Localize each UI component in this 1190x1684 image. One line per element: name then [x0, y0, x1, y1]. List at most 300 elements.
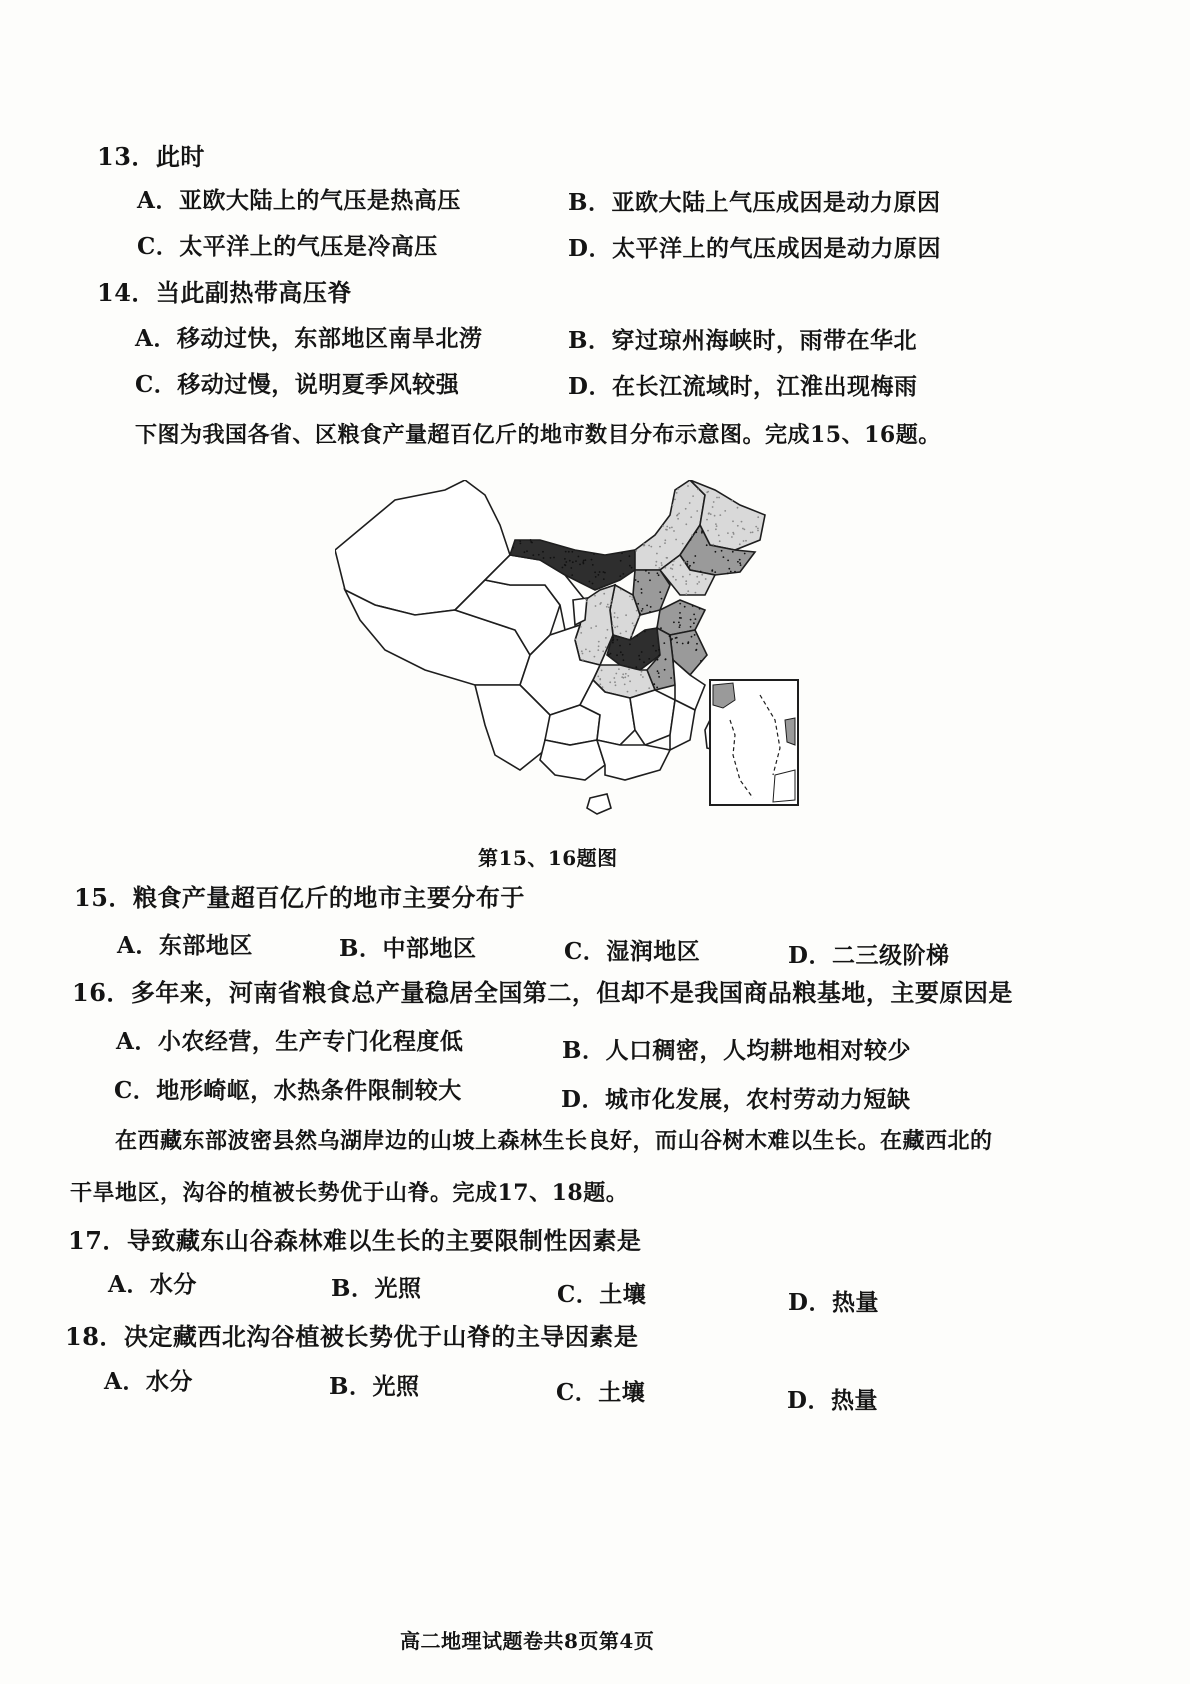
stipple-dot [658, 676, 660, 678]
region-hainan [587, 794, 611, 814]
stipple-dot [592, 583, 594, 585]
stipple-dot [689, 574, 691, 576]
stipple-dot [642, 608, 644, 610]
stipple-dot [614, 681, 616, 683]
q16-option-b: B．人口稠密，人均耕地相对较少 [562, 1037, 911, 1064]
stipple-dot [594, 595, 596, 597]
stipple-dot [752, 531, 754, 533]
q15-option-b: B．中部地区 [339, 935, 477, 962]
stipple-dot [661, 562, 663, 564]
stipple-dot [580, 626, 582, 628]
stipple-dot [698, 581, 700, 583]
stipple-dot [723, 556, 725, 558]
stipple-dot [755, 526, 757, 528]
stipple-dot [574, 638, 576, 640]
stipple-dot [615, 684, 617, 686]
stipple-dot [653, 683, 655, 685]
stipple-dot [532, 554, 534, 556]
stipple-dot [638, 655, 640, 657]
stipple-dot [524, 551, 526, 553]
stipple-dot [694, 634, 696, 636]
stipple-dot [639, 659, 641, 661]
stipple-dot [696, 643, 698, 645]
stipple-dot [571, 551, 573, 553]
stipple-dot [655, 650, 657, 652]
stipple-dot [641, 610, 643, 612]
stipple-dot [610, 600, 612, 602]
q14-option-c: C．移动过慢，说明夏季风较强 [135, 371, 460, 398]
stipple-dot [664, 539, 666, 541]
q16-option-c: C．地形崎岖，水热条件限制较大 [114, 1077, 462, 1104]
stipple-dot [530, 539, 532, 541]
stipple-dot [623, 659, 625, 661]
stipple-dot [659, 591, 661, 593]
stipple-dot [687, 642, 689, 644]
q16-option-d: D．城市化发展，农村劳动力短缺 [561, 1086, 911, 1113]
stipple-dot [638, 616, 640, 618]
stipple-dot [670, 639, 672, 641]
stipple-dot [648, 572, 650, 574]
stipple-dot [595, 576, 597, 578]
intro-17-18-line1: 在西藏东部波密县然乌湖岸边的山坡上森林生长良好，而山谷树木难以生长。在藏西北的 [115, 1128, 993, 1154]
stipple-dot [632, 599, 634, 601]
stipple-dot [565, 551, 567, 553]
stipple-dot [695, 592, 697, 594]
stipple-dot [690, 516, 692, 518]
stipple-dot [680, 617, 682, 619]
stipple-dot [636, 610, 638, 612]
stipple-dot [677, 514, 679, 516]
stipple-dot [701, 532, 703, 534]
stipple-dot [608, 654, 610, 656]
stipple-dot [579, 564, 581, 566]
stipple-dot [661, 564, 663, 566]
stipple-dot [711, 570, 713, 572]
stipple-dot [728, 568, 730, 570]
stipple-dot [624, 676, 626, 678]
stipple-dot [657, 572, 659, 574]
stipple-dot [526, 550, 528, 552]
stipple-dot [578, 556, 580, 558]
stipple-dot [730, 571, 732, 573]
stipple-dot [658, 567, 660, 569]
stipple-dot [671, 527, 673, 529]
stipple-dot [737, 561, 739, 563]
stipple-dot [690, 626, 692, 628]
stipple-dot [632, 622, 634, 624]
stipple-dot [585, 599, 587, 601]
stipple-dot [602, 686, 604, 688]
stipple-dot [599, 683, 601, 685]
stipple-dot [598, 645, 600, 647]
stipple-dot [679, 626, 681, 628]
stipple-dot [708, 513, 710, 515]
stipple-dot [676, 492, 678, 494]
stipple-dot [679, 612, 681, 614]
q18-option-a: A．水分 [104, 1368, 193, 1395]
stipple-dot [512, 547, 514, 549]
stipple-dot [612, 642, 614, 644]
stipple-dot [589, 581, 591, 583]
stipple-dot [688, 566, 690, 568]
stipple-dot [664, 567, 666, 569]
stipple-dot [606, 606, 608, 608]
stipple-dot [705, 578, 707, 580]
q14-option-a: A．移动过快，东部地区南旱北涝 [135, 325, 483, 352]
stipple-dot [620, 633, 622, 635]
q17-stem: 17．导致藏东山谷森林难以生长的主要限制性因素是 [68, 1226, 642, 1255]
stipple-dot [707, 491, 709, 493]
stipple-dot [691, 636, 693, 638]
q17-option-d: D．热量 [788, 1289, 879, 1316]
stipple-dot [682, 543, 684, 545]
stipple-dot [685, 508, 687, 510]
stipple-dot [676, 637, 678, 639]
q14-option-b: B．穿过琼州海峡时，雨带在华北 [568, 327, 917, 354]
stipple-dot [621, 676, 623, 678]
stipple-dot [599, 679, 601, 681]
stipple-dot [695, 531, 697, 533]
stipple-dot [669, 527, 671, 529]
stipple-dot [659, 546, 661, 548]
stipple-dot [600, 602, 602, 604]
stipple-dot [610, 653, 612, 655]
stipple-dot [740, 564, 742, 566]
stipple-dot [690, 539, 692, 541]
stipple-dot [650, 546, 652, 548]
stipple-dot [672, 576, 674, 578]
stipple-dot [519, 540, 521, 542]
stipple-dot [689, 502, 691, 504]
stipple-dot [731, 536, 733, 538]
stipple-dot [715, 551, 717, 553]
stipple-dot [608, 606, 610, 608]
china-grain-map [335, 480, 855, 870]
stipple-dot [673, 621, 675, 623]
stipple-dot [714, 515, 716, 517]
stipple-dot [656, 553, 658, 555]
stipple-dot [715, 528, 717, 530]
stipple-dot [682, 576, 684, 578]
stipple-dot [622, 573, 624, 575]
stipple-dot [657, 659, 659, 661]
stipple-dot [605, 637, 607, 639]
stipple-dot [721, 550, 723, 552]
stipple-dot [637, 581, 639, 583]
stipple-dot [687, 563, 689, 565]
stipple-dot [617, 626, 619, 628]
stipple-dot [694, 555, 696, 557]
q17-option-c: C．土壤 [557, 1281, 647, 1308]
stipple-dot [715, 523, 717, 525]
stipple-dot [690, 619, 692, 621]
stipple-dot [701, 530, 703, 532]
stipple-dot [629, 596, 631, 598]
stipple-dot [627, 691, 629, 693]
q13-option-a: A．亚欧大陆上的气压是热高压 [137, 187, 461, 214]
stipple-dot [744, 529, 746, 531]
stipple-dot [713, 544, 715, 546]
stipple-dot [718, 497, 720, 499]
stipple-dot [601, 670, 603, 672]
stipple-dot [603, 571, 605, 573]
q18-option-c: C．土壤 [556, 1379, 646, 1406]
stipple-dot [737, 507, 739, 509]
stipple-dot [656, 687, 658, 689]
stipple-dot [582, 659, 584, 661]
stipple-dot [732, 520, 734, 522]
stipple-dot [693, 622, 695, 624]
stipple-dot [676, 642, 678, 644]
stipple-dot [564, 564, 566, 566]
stipple-dot [664, 542, 666, 544]
stipple-dot [629, 565, 631, 567]
stipple-dot [616, 639, 618, 641]
stipple-dot [652, 645, 654, 647]
stipple-dot [598, 641, 600, 643]
stipple-dot [680, 564, 682, 566]
stipple-dot [672, 504, 674, 506]
stipple-dot [629, 680, 631, 682]
stipple-dot [692, 495, 694, 497]
stipple-dot [553, 557, 555, 559]
stipple-dot [757, 528, 759, 530]
stipple-dot [669, 635, 671, 637]
stipple-dot [592, 564, 594, 566]
stipple-dot [724, 510, 726, 512]
q15-stem: 15．粮食产量超百亿斤的地市主要分布于 [74, 883, 525, 912]
stipple-dot [658, 649, 660, 651]
stipple-dot [665, 529, 667, 531]
q17-option-b: B．光照 [331, 1275, 422, 1302]
stipple-dot [631, 567, 633, 569]
south-china-sea-inset [710, 680, 798, 805]
stipple-dot [673, 560, 675, 562]
stipple-dot [597, 649, 599, 651]
stipple-dot [673, 530, 675, 532]
stipple-dot [633, 625, 635, 627]
stipple-dot [739, 559, 741, 561]
page-footer: 高二地理试题卷共8页第4页 [400, 1629, 655, 1653]
stipple-dot [570, 567, 572, 569]
stipple-dot [713, 501, 715, 503]
q17-option-a: A．水分 [108, 1271, 197, 1298]
stipple-dot [734, 571, 736, 573]
stipple-dot [618, 668, 620, 670]
stipple-dot [621, 552, 623, 554]
stipple-dot [641, 671, 643, 673]
stipple-dot [685, 583, 687, 585]
stipple-dot [590, 627, 592, 629]
stipple-dot [612, 625, 614, 627]
stipple-dot [678, 488, 680, 490]
stipple-dot [727, 532, 729, 534]
stipple-dot [602, 650, 604, 652]
region-guangdong [597, 740, 670, 780]
stipple-dot [645, 570, 647, 572]
stipple-dot [629, 643, 631, 645]
stipple-dot [675, 579, 677, 581]
q13-stem: 13．此时 [97, 142, 205, 171]
stipple-dot [624, 684, 626, 686]
stipple-dot [586, 601, 588, 603]
stipple-dot [687, 561, 689, 563]
stipple-dot [714, 571, 716, 573]
q13-option-b: B．亚欧大陆上气压成因是动力原因 [568, 189, 941, 216]
stipple-dot [649, 611, 651, 613]
stipple-dot [543, 557, 545, 559]
stipple-dot [616, 654, 618, 656]
stipple-dot [640, 674, 642, 676]
stipple-dot [683, 561, 685, 563]
stipple-dot [599, 571, 601, 573]
stipple-dot [595, 625, 597, 627]
stipple-dot [550, 557, 552, 559]
stipple-dot [641, 592, 643, 594]
stipple-dot [679, 624, 681, 626]
stipple-dot [641, 651, 643, 653]
stipple-dot [707, 530, 709, 532]
stipple-dot [697, 489, 699, 491]
stipple-dot [718, 535, 720, 537]
stipple-dot [607, 629, 609, 631]
region-guangxi [540, 740, 605, 780]
china-map-svg [335, 480, 855, 870]
stipple-dot [663, 642, 665, 644]
stipple-dot [575, 560, 577, 562]
stipple-dot [677, 518, 679, 520]
stipple-dot [605, 646, 607, 648]
stipple-dot [603, 593, 605, 595]
stipple-dot [622, 654, 624, 656]
stipple-dot [655, 565, 657, 567]
stipple-dot [685, 523, 687, 525]
stipple-dot [712, 506, 714, 508]
stipple-dot [628, 668, 630, 670]
stipple-dot [744, 553, 746, 555]
stipple-dot [643, 661, 645, 663]
stipple-dot [571, 574, 573, 576]
stipple-dot [745, 540, 747, 542]
stipple-dot [568, 551, 570, 553]
figure-caption: 第15、16题图 [478, 846, 618, 870]
stipple-dot [644, 631, 646, 633]
stipple-dot [609, 681, 611, 683]
stipple-dot [666, 557, 668, 559]
stipple-dot [612, 640, 614, 642]
stipple-dot [665, 658, 667, 660]
stipple-dot [619, 645, 621, 647]
stipple-dot [610, 603, 612, 605]
stipple-dot [727, 560, 729, 562]
stipple-dot [615, 673, 617, 675]
stipple-dot [594, 656, 596, 658]
stipple-dot [637, 603, 639, 605]
stipple-dot [687, 590, 689, 592]
stipple-dot [636, 635, 638, 637]
stipple-dot [620, 560, 622, 562]
q14-stem: 14．当此副热带高压脊 [97, 278, 352, 307]
stipple-dot [710, 513, 712, 515]
region-jiangxi [630, 690, 675, 745]
stipple-dot [657, 670, 659, 672]
stipple-dot [625, 673, 627, 675]
stipple-dot [692, 605, 694, 607]
stipple-dot [685, 580, 687, 582]
stipple-dot [727, 573, 729, 575]
stipple-dot [603, 578, 605, 580]
stipple-dot [742, 528, 744, 530]
stipple-dot [649, 579, 651, 581]
stipple-dot [613, 677, 615, 679]
stipple-dot [614, 627, 616, 629]
q15-option-d: D．二三级阶梯 [788, 942, 950, 969]
intro-17-18-line2: 干旱地区，沟谷的植被长势优于山脊。完成17、18题。 [70, 1180, 629, 1206]
stipple-dot [631, 596, 633, 598]
stipple-dot [660, 627, 662, 629]
stipple-dot [569, 560, 571, 562]
region-fujian [670, 700, 695, 750]
stipple-dot [631, 634, 633, 636]
stipple-dot [612, 636, 614, 638]
stipple-dot [716, 497, 718, 499]
intro-15-16: 下图为我国各省、区粮食产量超百亿斤的地市数目分布示意图。完成15、16题。 [135, 422, 941, 448]
q15-option-c: C．湿润地区 [564, 938, 701, 965]
stipple-dot [719, 514, 721, 516]
stipple-dot [538, 554, 540, 556]
stipple-dot [591, 559, 593, 561]
stipple-dot [572, 561, 574, 563]
stipple-dot [622, 673, 624, 675]
stipple-dot [661, 598, 663, 600]
stipple-dot [699, 608, 701, 610]
stipple-dot [650, 606, 652, 608]
stipple-dot [675, 539, 677, 541]
stipple-dot [674, 499, 676, 501]
stipple-dot [695, 618, 697, 620]
stipple-dot [687, 485, 689, 487]
stipple-dot [716, 525, 718, 527]
q18-option-d: D．热量 [787, 1387, 878, 1414]
stipple-dot [672, 564, 674, 566]
stipple-dot [648, 545, 650, 547]
stipple-dot [696, 576, 698, 578]
stipple-dot [701, 574, 703, 576]
stipple-dot [639, 613, 641, 615]
q16-option-a: A．小农经营，生产专门化程度低 [116, 1028, 464, 1055]
stipple-dot [520, 543, 522, 545]
q18-stem: 18．决定藏西北沟谷植被长势优于山脊的主导因素是 [65, 1322, 639, 1351]
stipple-dot [562, 567, 564, 569]
stipple-dot [648, 658, 650, 660]
stipple-dot [646, 605, 648, 607]
stipple-dot [682, 643, 684, 645]
q16-stem: 16．多年来，河南省粮食总产量稳居全国第二，但却不是我国商品粮基地，主要原因是 [72, 978, 1013, 1007]
stipple-dot [679, 603, 681, 605]
stipple-dot [693, 562, 695, 564]
stipple-dot [593, 553, 595, 555]
stipple-dot [739, 562, 741, 564]
stipple-dot [585, 649, 587, 651]
stipple-dot [700, 571, 702, 573]
stipple-dot [678, 622, 680, 624]
stipple-dot [737, 525, 739, 527]
stipple-dot [598, 574, 600, 576]
stipple-dot [614, 616, 616, 618]
stipple-dot [620, 651, 622, 653]
stipple-dot [670, 677, 672, 679]
stipple-dot [589, 651, 591, 653]
